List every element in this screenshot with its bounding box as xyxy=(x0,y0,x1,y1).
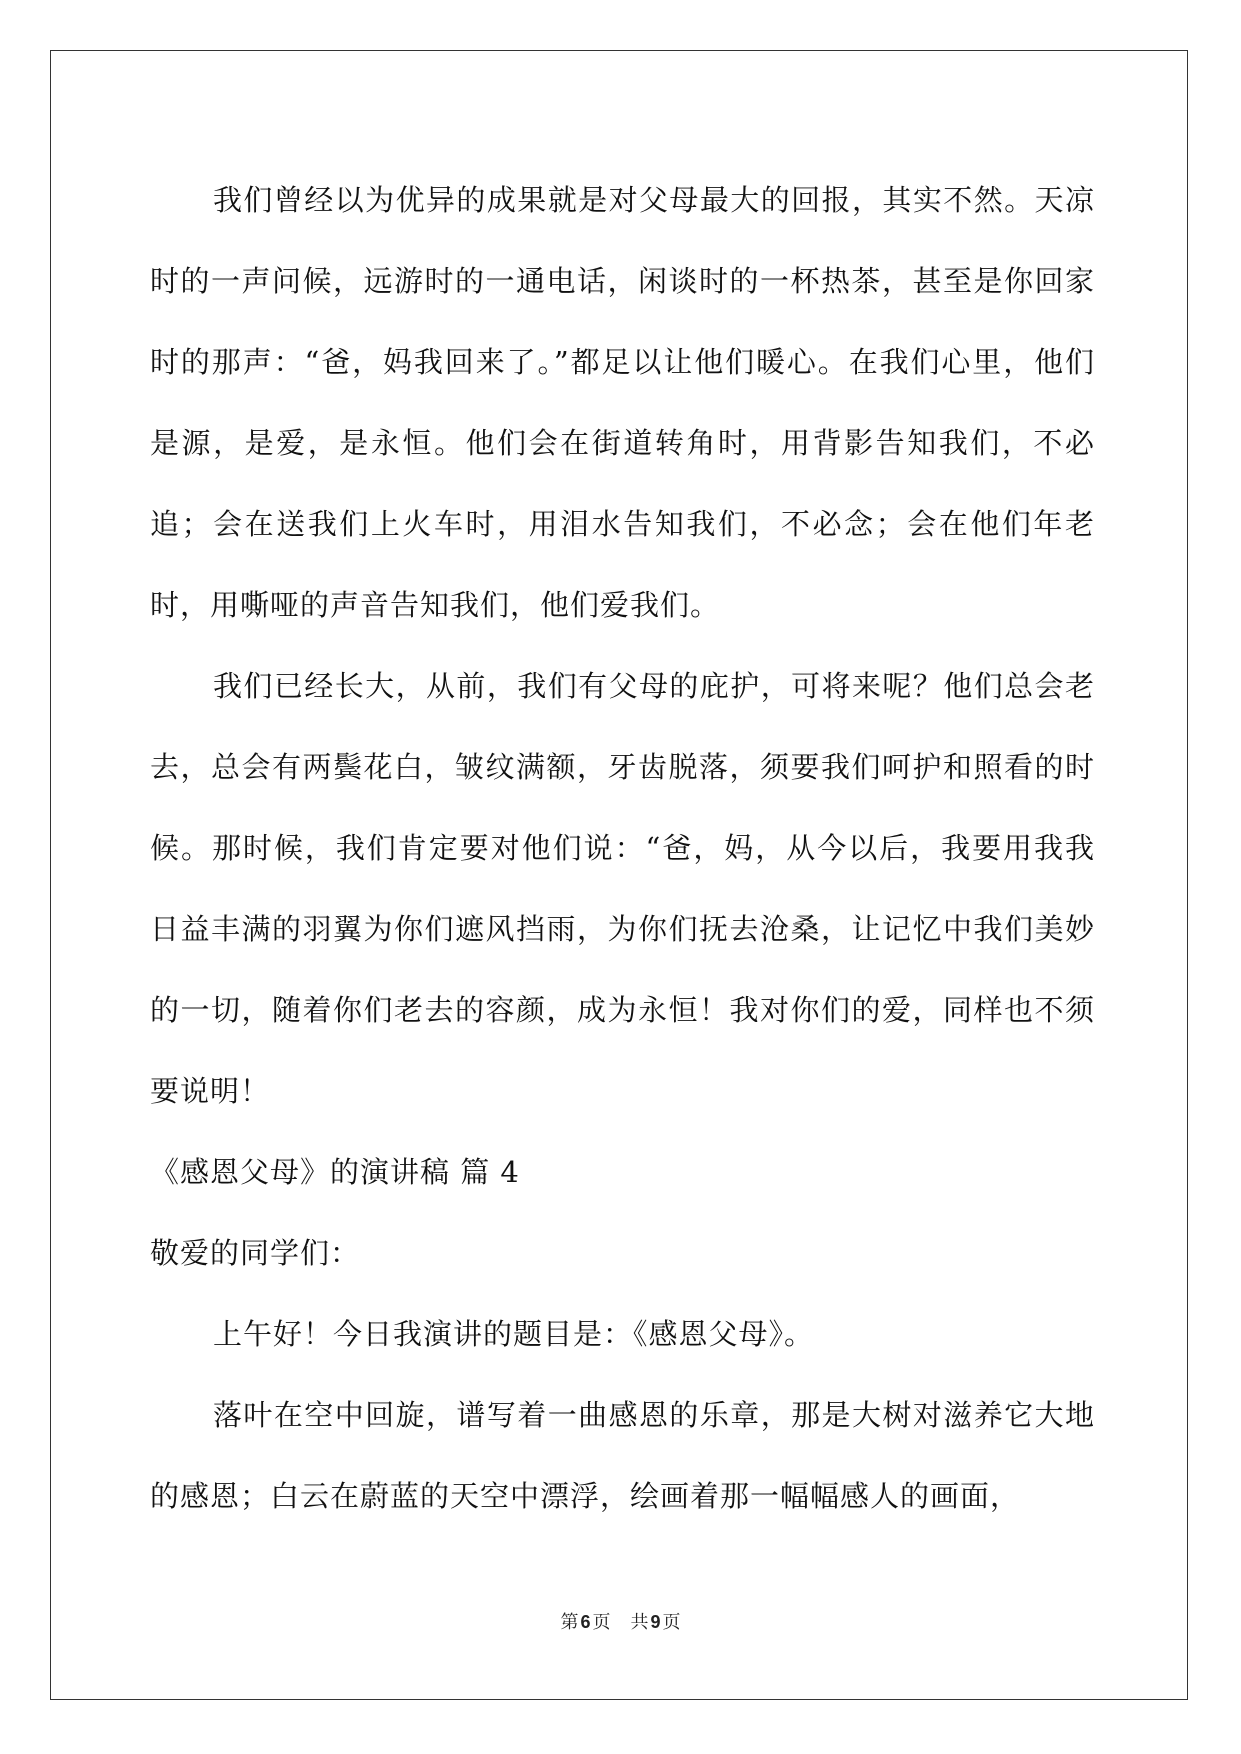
paragraph-4: 落叶在空中回旋，谱写着一曲感恩的乐章，那是大树对滋养它大地的感恩；白云在蔚蓝的天空中漂浮，绘画着那一幅幅感人的画面， xyxy=(150,1398,1095,1513)
paragraph-2: 我们已经长大，从前，我们有父母的庇护，可将来呢？他们总会老去，总会有两鬓花白，皱纹满额，牙齿脱落，须要我们呵护和照看的时候。那时候，我们肯定要对他们说：“爸，妈，从今以后，我要用我我日益丰满的羽翼为你们遮风挡雨，为你们抚去沧桑，让记忆中我们美妙的一切，随着你们老去的容颜，成为永恒！我对你们的爱，同样也不须要说明！ xyxy=(150,669,1095,1108)
page-footer xyxy=(0,1608,1241,1634)
current-page-number: 6 xyxy=(580,1612,591,1632)
salutation: 敬爱的同学们： xyxy=(150,1236,361,1270)
paragraph-1: 我们曾经以为优异的成果就是对父母最大的回报，其实不然。天凉时的一声问候，远游时的一通电话，闲谈时的一杯热茶，甚至是你回家时的那声：“爸，妈我回来了。”都足以让他们暖心。在我们心里，他们是源，是爱，是永恒。他们会在街道转角时，用背影告知我们，不必追；会在送我们上火车时，用泪水告知我们，不必念；会在他们年老时，用嘶哑的声音告知我们，他们爱我们。 xyxy=(150,183,1095,622)
total-page-number: 9 xyxy=(650,1612,661,1632)
footer-prefix: 第 xyxy=(560,1612,579,1633)
section-heading: 《感恩父母》的演讲稿 篇 4 xyxy=(150,1155,520,1189)
footer-total-prefix: 共 xyxy=(630,1612,649,1633)
footer-total-unit: 页 xyxy=(662,1612,681,1633)
document-body xyxy=(150,160,1095,1537)
footer-page-unit: 页 xyxy=(592,1612,611,1633)
paragraph-3: 上午好！今日我演讲的题目是：《感恩父母》。 xyxy=(213,1317,815,1351)
